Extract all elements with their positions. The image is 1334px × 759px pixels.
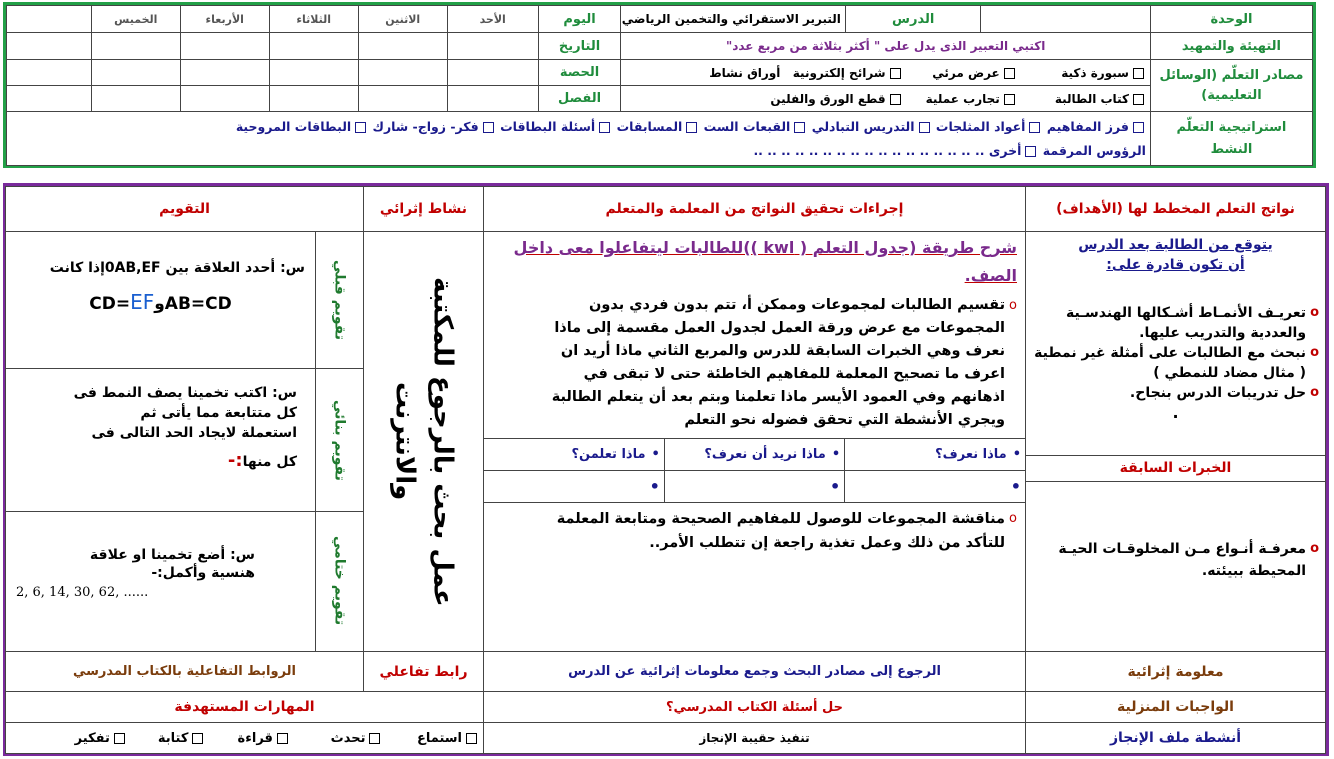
kwl-table <box>484 438 1025 503</box>
portfolio-text: تنفيذ حقيبة الإنجاز <box>484 723 1026 754</box>
lesson-label: الدرس <box>845 6 981 33</box>
date-label: التاريخ <box>538 33 621 60</box>
checkbox-icon[interactable] <box>794 122 805 133</box>
skills-label: المهارات المستهدفة <box>5 692 483 723</box>
checkbox-icon[interactable] <box>890 68 901 79</box>
prior-knowledge-text: o معرفـة أنـواع مـن المخلوقـات الحيـة المحيطة ببيئته. <box>1026 482 1325 582</box>
checkbox-icon[interactable] <box>355 122 366 133</box>
checkbox-icon[interactable] <box>1004 68 1015 79</box>
objective-item: o حل تدريبات الدرس بنجاح. <box>1129 385 1319 401</box>
objectives-intro-1: يتوقع من الطالبة بعد الدرس <box>1078 237 1273 253</box>
kwl-know-input[interactable]: • <box>845 471 1025 503</box>
checkbox-icon[interactable] <box>1133 122 1144 133</box>
checkbox-icon[interactable] <box>483 122 494 133</box>
procedures-paragraph: o تقسيم الطالبات لمجموعات وممكن أ، تتم بدون فردي بدون المجموعات مع عرض ورقة العمل لجدول العمل مقسمة إلى ماذا نعرف وهي الخبرات السابقة للدرس والمربع الثاني ماذا أريد ان اعرف ما تصحيح المعلمة للمفاهيم الخاطئة حتى لا تبقى في اذهانهم وفي العمود الأيسر ماذا تعلمنا وبتم بعد أن يتعلم الطالبة ويجري الأنشطة التي تحقق فضوله نحو التعلم <box>492 294 1017 432</box>
assessment-questions-cell <box>5 232 315 652</box>
assess-post-line: س: أضع تخمينا او علاقة <box>89 547 255 563</box>
enrichment-text: عمل بحث بالرجوع للمكتبة والانترنت <box>389 276 458 607</box>
day-thu: الخميس <box>91 6 180 33</box>
kwl-want-input[interactable]: • <box>664 471 844 503</box>
day-wed: الأربعاء <box>180 6 269 33</box>
checkbox-icon[interactable] <box>1025 146 1036 157</box>
col-enrichment-header: نشاط إثرائي <box>364 187 484 232</box>
checkbox-icon[interactable] <box>1133 68 1144 79</box>
lesson-header-box <box>3 2 1316 168</box>
lesson-plan-box <box>3 183 1329 756</box>
kwl-want: •ماذا نريد أن نعرف؟ <box>664 439 844 471</box>
unit-value[interactable] <box>981 6 1150 33</box>
assess-mid-line: كل متتابعة مما يأتى ثم <box>140 405 297 421</box>
col-assessment-header: التقويم <box>5 187 363 232</box>
objective-item: o تعريـف الأنمـاط أشـكالها الهندسـية والعددية والتدريب عليها. <box>1066 305 1319 341</box>
assess-post-sequence: 2, 6, 14, 30, 62, ...... <box>15 585 149 600</box>
unit-label: الوحدة <box>1150 6 1312 33</box>
bullet-icon: o <box>1310 345 1319 360</box>
assess-post-line: هنسية وأكمل:- <box>151 565 255 581</box>
objectives-intro-2: أن تكون قادرة على: <box>1106 257 1245 273</box>
strategies-label: استراتيجية التعلّم النشط <box>1150 112 1312 166</box>
procedures-title: شرح طريقة (جدول التعلم ( kwl ))للطالبات ليتفاعلوا معى داخل الصف. <box>513 238 1017 285</box>
assess-post-label: تقويم ختامي <box>331 536 348 626</box>
checkbox-icon[interactable] <box>599 122 610 133</box>
kwl-learned: •ماذا تعلمن؟ <box>484 439 664 471</box>
col-procedures-header: إجراءات تحقيق النواتج من المعلمة والمتعلم <box>484 187 1026 232</box>
lesson-title: التبرير الاستقرائي والتخمين الرياضي <box>621 6 846 33</box>
enrichment-cell <box>364 232 484 652</box>
bullet-icon: o <box>1310 541 1319 556</box>
prior-knowledge-label: الخبرات السابقة <box>1026 456 1325 482</box>
interactive-link[interactable]: الروابط التفاعلية بالكتاب المدرسي <box>5 652 363 692</box>
enrich-info-text: الرجوع إلى مصادر البحث وجمع معلومات إثرائية عن الدرس <box>484 652 1026 692</box>
checkbox-icon[interactable] <box>369 733 380 744</box>
checkbox-icon[interactable] <box>686 122 697 133</box>
resources-row2: كتاب الطالبة تجارب عملية قطع الورق والفلين <box>621 86 1151 112</box>
enrich-info-label: معلومة إثرائية <box>1026 652 1326 692</box>
homework-label: الواجبات المنزلية <box>1026 692 1326 723</box>
checkbox-icon[interactable] <box>919 122 930 133</box>
objectives-cell: يتوقع من الطالبة بعد الدرس أن تكون قادرة على: o تعريـف الأنمـاط أشـكالها الهندسـية والعددية والتدريب عليها. o نبحث مع الطالبات على أمثلة غير نمطية ( مثال مضاد للنمطي ) o حل تدريبات الدرس بنجاح. . الخبرات السابقة o معرفـة أنـواع مـن المخلوقـات الحيـة المحيطة ببيئته. <box>1026 232 1326 652</box>
checkbox-icon[interactable] <box>1029 122 1040 133</box>
bullet-icon: o <box>1310 305 1319 320</box>
assess-mid-label: تقويم بنائي <box>331 399 348 481</box>
bullet-icon: o <box>1310 385 1319 400</box>
procedures-cell <box>484 232 1026 652</box>
period-label: الحصة <box>538 60 621 86</box>
kwl-learned-input[interactable]: • <box>484 471 664 503</box>
bullet-icon: o <box>1009 511 1017 526</box>
objective-item: o نبحث مع الطالبات على أمثلة غير نمطية ( مثال مضاد للنمطي ) <box>1034 345 1319 381</box>
checkbox-icon[interactable] <box>1133 94 1144 105</box>
portfolio-label: أنشطة ملف الإنجاز <box>1026 723 1326 754</box>
assessment-labels-cell <box>316 232 364 652</box>
resources-row1: سبورة ذكية عرض مرئي شرائح إلكترونية أوراق نشاط <box>621 60 1151 86</box>
date-cell[interactable] <box>447 33 538 60</box>
kwl-know: •ماذا نعرف؟ <box>845 439 1025 471</box>
checkbox-icon[interactable] <box>466 733 477 744</box>
assess-pre-question: س: أحدد العلاقة بين 0AB,EFإذا كانت <box>49 260 305 276</box>
assess-pre-equation: CD=EFوAB=CD <box>89 290 232 314</box>
day-mon: الاثنين <box>358 6 447 33</box>
assess-mid-line: استعملة لايجاد الحد التالى فى <box>91 425 297 441</box>
skills-list: استماع تحدث قراءة كتابة تفكير <box>5 723 483 754</box>
assess-mid-line: كل منها:- <box>227 450 297 471</box>
checkbox-icon[interactable] <box>192 733 203 744</box>
resources-label: مصادر التعلّم (الوسائل التعليمية) <box>1150 60 1312 112</box>
day-tue: الثلاثاء <box>269 6 358 33</box>
warmup-text: اكتبي التعبير الذى يدل على " أكثر بثلاثة من مربع عدد" <box>621 33 1151 60</box>
col-objectives-header: نواتج التعلم المخطط لها (الأهداف) <box>1026 187 1326 232</box>
checkbox-icon[interactable] <box>890 94 901 105</box>
assess-mid-line: س: اكتب تخمينا يصف النمط فى <box>73 385 297 401</box>
class-label: الفصل <box>538 86 621 112</box>
homework-text: حل أسئلة الكتاب المدرسي؟ <box>484 692 1026 723</box>
strategies-list: فرز المفاهيم أعواد المثلجات التدريس التبادلي القبعات الست المسابقات أسئلة البطاقات فكر- زواج- شارك البطاقات المروحية الرؤوس المرقمة أخرى .. .. .. .. .. .. .. .. .. .. .. .. .. .. .. .. .. <box>7 112 1151 166</box>
warmup-label: التهيئة والتمهيد <box>1150 33 1312 60</box>
assess-pre-label: تقويم قبلي <box>331 260 348 340</box>
day-sun: الأحد <box>447 6 538 33</box>
checkbox-icon[interactable] <box>277 733 288 744</box>
lesson-header-table <box>6 5 1313 166</box>
interactive-label: رابط تفاعلي <box>364 652 484 692</box>
checkbox-icon[interactable] <box>1004 94 1015 105</box>
lesson-plan-table <box>5 186 1326 754</box>
day-label: اليوم <box>538 6 621 33</box>
procedures-discussion: o مناقشة المجموعات للوصول للمفاهيم الصحيحة ومتابعة المعلمة للتأكد من ذلك وعمل تغذية راجعة إن تتطلب الأمر.. <box>484 503 1025 555</box>
bullet-icon: o <box>1009 298 1017 313</box>
checkbox-icon[interactable] <box>114 733 125 744</box>
